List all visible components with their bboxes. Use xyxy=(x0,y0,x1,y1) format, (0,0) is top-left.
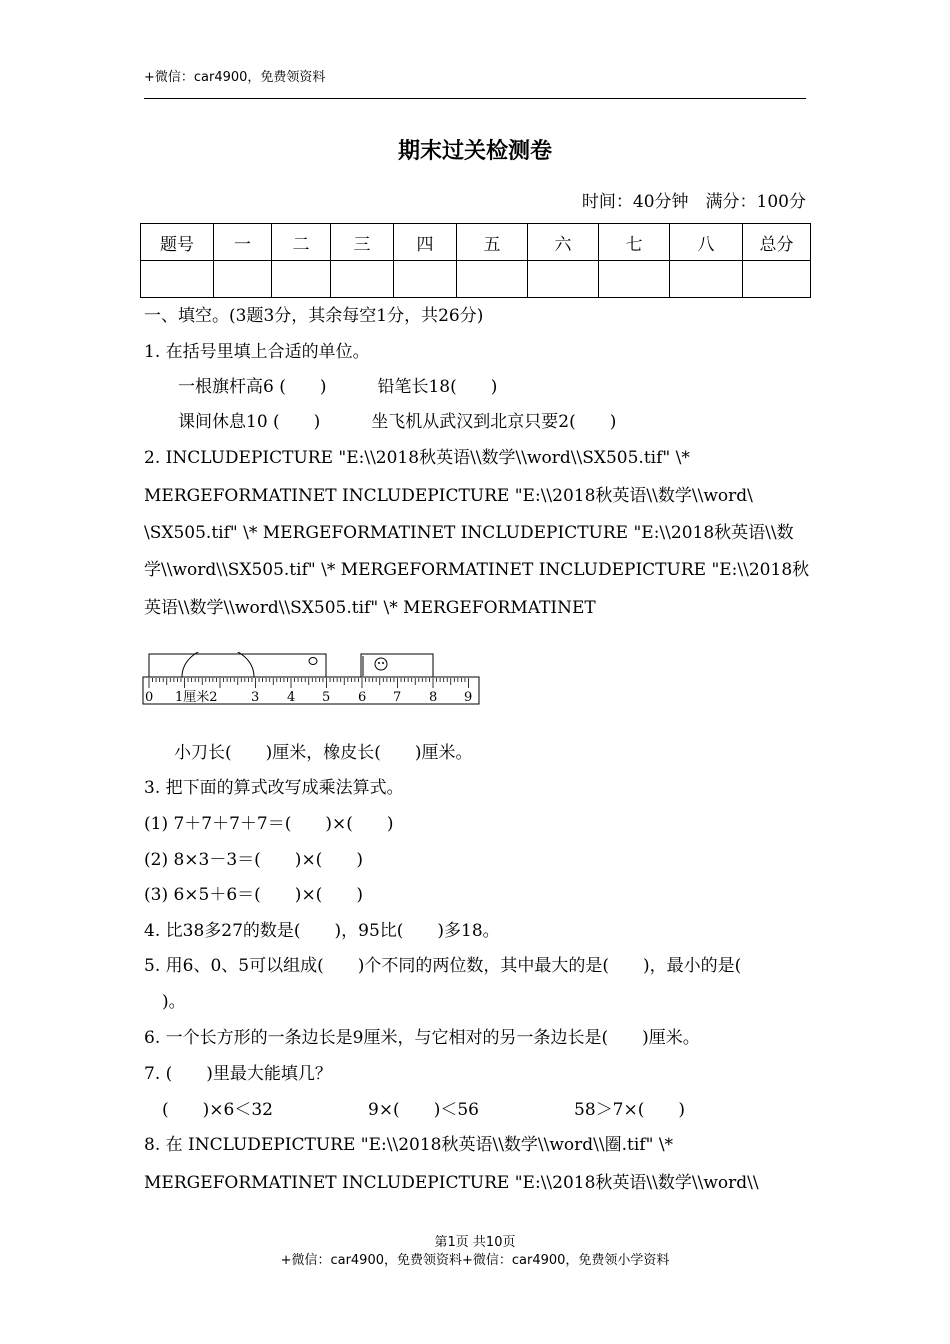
cartoon-eye-icon xyxy=(382,662,384,664)
score-cell[interactable] xyxy=(141,261,214,298)
score-header-cell: 一 xyxy=(214,224,272,261)
score-cell[interactable] xyxy=(457,261,528,298)
score-header-cell: 六 xyxy=(528,224,599,261)
ruler-label: 0 xyxy=(145,690,154,705)
cartoon-icon xyxy=(375,658,387,670)
header-note: +微信：car4900，免费领资料 xyxy=(144,70,326,85)
question-2-answer: 小刀长( )厘米，橡皮长( )厘米。 xyxy=(174,743,473,763)
score-table xyxy=(140,223,811,298)
score-header-cell: 八 xyxy=(670,224,743,261)
page-number: 第1页 共10页 xyxy=(434,1235,516,1250)
ruler-label: 1厘米2 xyxy=(175,690,218,705)
score-cell[interactable] xyxy=(272,261,331,298)
knife-hole xyxy=(309,658,317,665)
question-3-a: (1) 7＋7＋7＋7＝( )×( ) xyxy=(144,814,394,834)
score-cell[interactable] xyxy=(599,261,670,298)
question-7-stem: 7. ( )里最大能填几？ xyxy=(144,1064,332,1084)
question-1-line-1: 一根旗杆高6 ( ) 铅笔长18( ) xyxy=(178,377,498,397)
score-cell[interactable] xyxy=(394,261,457,298)
score-cell[interactable] xyxy=(528,261,599,298)
question-6: 6. 一个长方形的一条边长是9厘米，与它相对的另一条边长是( )厘米。 xyxy=(144,1028,700,1048)
section-heading: 一、填空。(3题3分，其余每空1分，共26分) xyxy=(144,306,484,326)
question-5-line-1: 5. 用6、0、5可以组成( )个不同的两位数，其中最大的是( )，最小的是( xyxy=(144,956,742,976)
ruler-label: 4 xyxy=(287,690,296,705)
question-2-line-5: 英语\\数学\\word\\SX505.tif" \* MERGEFORMATINET xyxy=(144,598,596,618)
question-3-stem: 3. 把下面的算式改写成乘法算式。 xyxy=(144,778,404,798)
cartoon-eye-icon xyxy=(378,662,380,664)
question-1-line-2: 课间休息10 ( ) 坐飞机从武汉到北京只要2( ) xyxy=(178,412,617,432)
score-cell[interactable] xyxy=(743,261,811,298)
score-header-cell: 总分 xyxy=(743,224,811,261)
ruler-label: 7 xyxy=(393,690,402,705)
question-2-line-3: \SX505.tif" \* MERGEFORMATINET INCLUDEPICTURE "E:\\2018秋英语\\数 xyxy=(144,523,794,543)
score-header-cell: 七 xyxy=(599,224,670,261)
score-cell[interactable] xyxy=(214,261,272,298)
question-2-line-1: 2. INCLUDEPICTURE "E:\\2018秋英语\\数学\\word\\SX505.tif" \* xyxy=(144,448,690,468)
question-3-c: (3) 6×5＋6＝( )×( ) xyxy=(144,885,363,905)
question-7-a: ( )×6＜32 xyxy=(162,1100,273,1120)
question-8-line-2: MERGEFORMATINET INCLUDEPICTURE "E:\\2018秋英语\\数学\\word\\ xyxy=(144,1173,759,1193)
exam-info: 时间：40分钟 满分：100分 xyxy=(581,192,806,212)
header-divider xyxy=(144,98,806,99)
question-2-line-2: MERGEFORMATINET INCLUDEPICTURE "E:\\2018秋英语\\数学\\word\ xyxy=(144,486,753,506)
question-3-b: (2) 8×3－3＝( )×( ) xyxy=(144,850,363,870)
question-4: 4. 比38多27的数是( )，95比( )多18。 xyxy=(144,921,500,941)
score-header-cell: 五 xyxy=(457,224,528,261)
score-table-header-row xyxy=(141,224,811,261)
footer-note: +微信：car4900，免费领资料+微信：car4900，免费领小学资料 xyxy=(280,1253,670,1268)
score-header-cell: 二 xyxy=(272,224,331,261)
eraser-shape xyxy=(361,654,433,677)
knife-shape xyxy=(149,654,326,677)
ruler-label: 6 xyxy=(358,690,367,705)
question-1-stem: 1. 在括号里填上合适的单位。 xyxy=(144,342,370,362)
ruler-figure xyxy=(142,652,482,708)
ruler-label: 3 xyxy=(251,690,260,705)
question-8-line-1: 8. 在 INCLUDEPICTURE "E:\\2018秋英语\\数学\\word\\圈.tif" \* xyxy=(144,1135,674,1155)
score-table-blank-row xyxy=(141,261,811,298)
ruler-label: 8 xyxy=(429,690,438,705)
score-header-cell: 题号 xyxy=(141,224,214,261)
page-title: 期末过关检测卷 xyxy=(397,138,552,164)
score-header-cell: 四 xyxy=(394,224,457,261)
ruler-label: 9 xyxy=(464,690,473,705)
question-7-b: 9×( )＜56 xyxy=(368,1100,479,1120)
score-header-cell: 三 xyxy=(331,224,394,261)
question-7-c: 58＞7×( ) xyxy=(574,1100,685,1120)
question-2-line-4: 学\\word\\SX505.tif" \* MERGEFORMATINET INCLUDEPICTURE "E:\\2018秋 xyxy=(144,560,810,580)
score-cell[interactable] xyxy=(670,261,743,298)
ruler-label: 5 xyxy=(322,690,331,705)
score-cell[interactable] xyxy=(331,261,394,298)
question-5-line-2: )。 xyxy=(162,992,186,1012)
